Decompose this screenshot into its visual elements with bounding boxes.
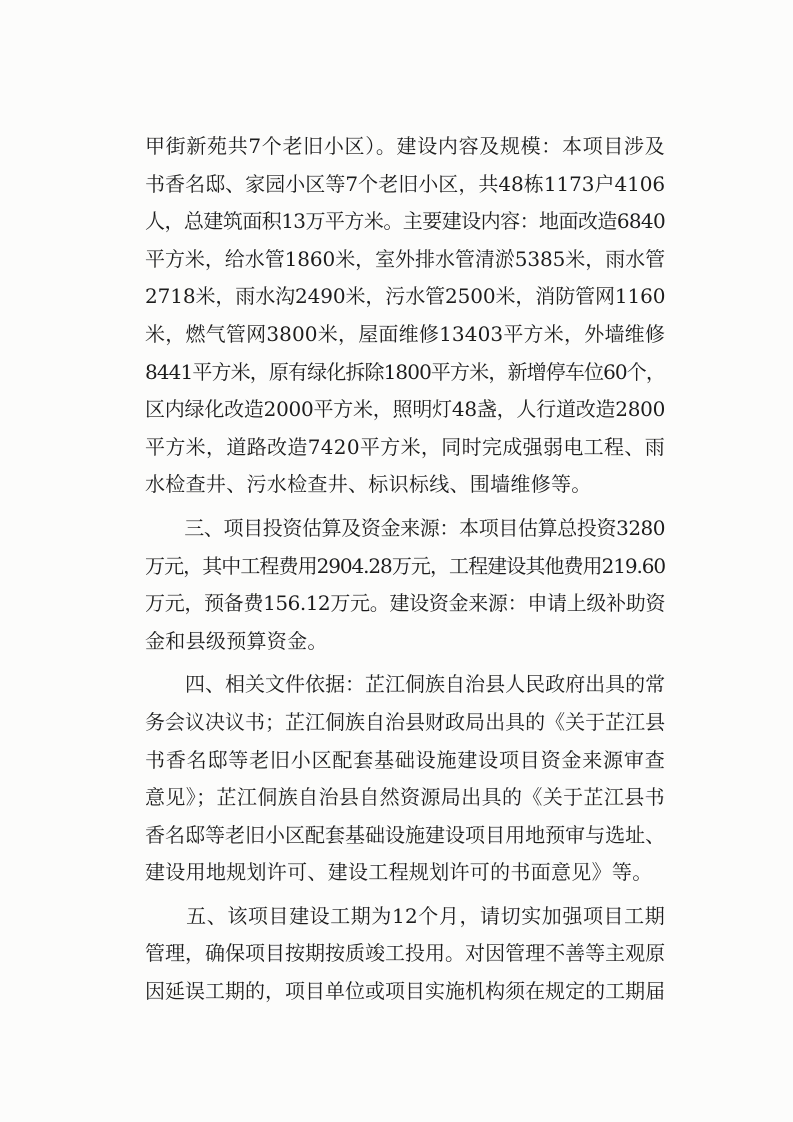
text-line: 甲街新苑共7个老旧小区）。建设内容及规模：本项目涉及 bbox=[145, 134, 665, 158]
text-line: 8441平方米，原有绿化拆除1800平方米，新增停车位60个， bbox=[145, 359, 665, 384]
text-line: 平方米，给水管1860米，室外排水管清淤5385米，雨水管 bbox=[145, 246, 665, 271]
text-line: 务会议决议书；芷江侗族自治县财政局出具的《关于芷江县 bbox=[145, 709, 665, 734]
text-line: 五、该项目建设工期为12个月，请切实加强项目工期 bbox=[145, 903, 665, 928]
text-line: 建设用地规划许可、建设工程规划许可的书面意见》等。 bbox=[145, 860, 653, 885]
paragraph-documents bbox=[145, 666, 665, 892]
paragraph-construction-scope bbox=[145, 128, 665, 504]
text-line: 书香名邸、家园小区等7个老旧小区，共48栋1173户4106 bbox=[145, 171, 665, 196]
text-line: 四、相关文件依据：芷江侗族自治县人民政府出具的常 bbox=[145, 672, 665, 697]
text-line: 万元，其中工程费用2904.28万元，工程建设其他费用219.60 bbox=[145, 553, 665, 578]
text-line: 平方米，道路改造7420平方米，同时完成强弱电工程、雨 bbox=[145, 434, 665, 459]
text-line: 金和县级预算资金。 bbox=[145, 628, 328, 653]
text-line: 水检查井、污水检查井、标识标线、围墙维修等。 bbox=[145, 472, 592, 497]
text-line: 管理，确保项目按期按质竣工投用。对因管理不善等主观原 bbox=[145, 941, 665, 966]
text-line: 米，燃气管网3800米，屋面维修13403平方米，外墙维修 bbox=[145, 321, 665, 346]
text-line: 2718米，雨水沟2490米，污水管2500米，消防管网1160 bbox=[145, 284, 666, 309]
text-line: 香名邸等老旧小区配套基础设施建设项目用地预审与选址、 bbox=[145, 822, 665, 847]
text-line: 书香名邸等老旧小区配套基础设施建设项目资金来源审查 bbox=[145, 747, 665, 772]
text-line: 因延误工期的，项目单位或项目实施机构须在规定的工期届 bbox=[145, 979, 665, 1004]
text-line: 意见》；芷江侗族自治县自然资源局出具的《关于芷江县书 bbox=[145, 785, 665, 810]
paragraph-investment bbox=[145, 510, 665, 660]
body-text bbox=[145, 128, 665, 1011]
text-line: 人，总建筑面积13万平方米。主要建设内容：地面改造6840 bbox=[145, 209, 665, 234]
text-line: 三、项目投资估算及资金来源：本项目估算总投资3280 bbox=[145, 515, 665, 540]
paragraph-schedule bbox=[145, 898, 665, 1011]
text-line: 区内绿化改造2000平方米，照明灯48盏，人行道改造2800 bbox=[145, 397, 665, 422]
text-line: 万元，预备费156.12万元。建设资金来源：申请上级补助资 bbox=[145, 591, 665, 616]
